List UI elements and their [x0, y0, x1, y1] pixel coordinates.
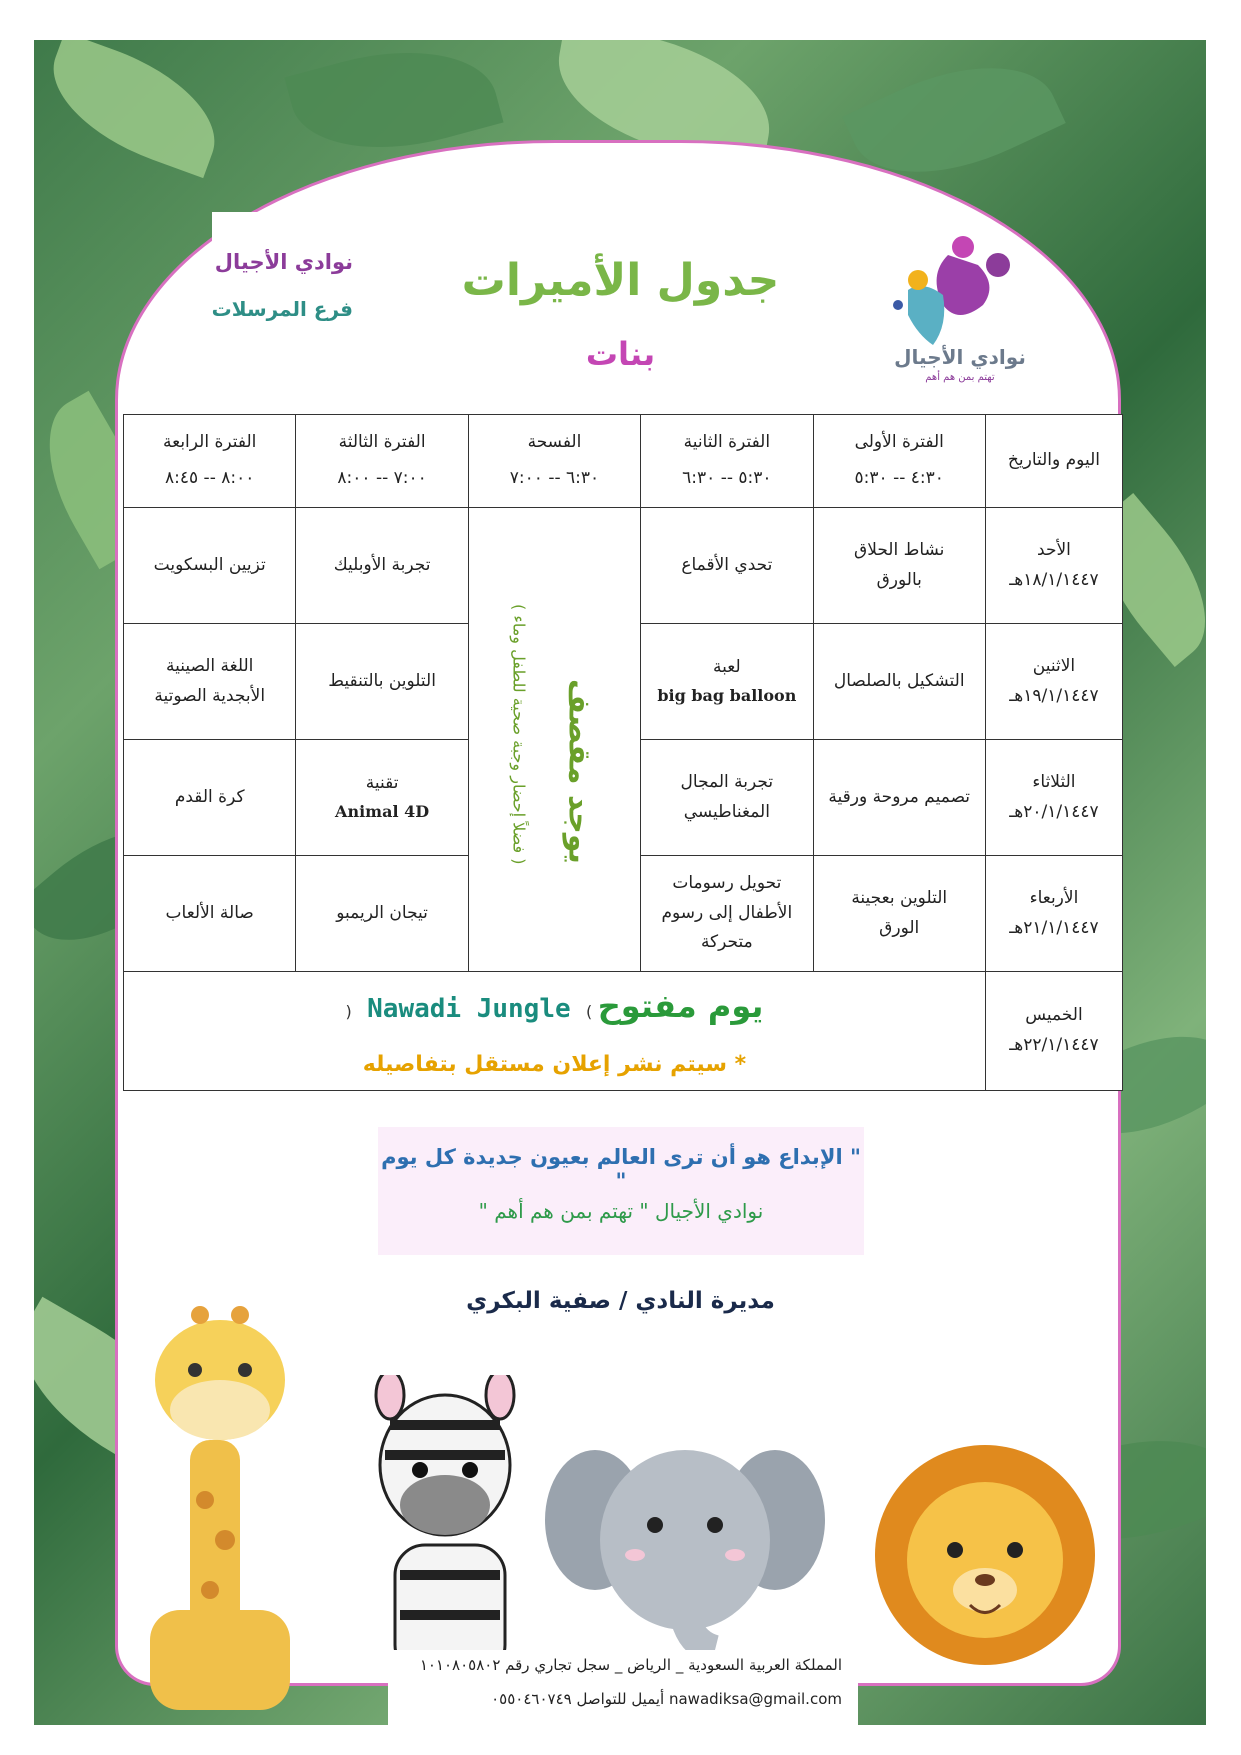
open-day-theme: Nawadi Jungle	[367, 993, 571, 1024]
activity-cell: تحدي الأقماع	[641, 508, 813, 624]
club-branch: فرع المرسلات	[211, 297, 353, 321]
giraffe-illustration	[130, 1290, 310, 1710]
footer-box	[388, 1650, 858, 1728]
club-name: نوادي الأجيال	[214, 250, 353, 274]
activity-cell: تجربة المجال المغناطيسي	[641, 740, 813, 856]
open-day-label: يوم مفتوح	[597, 986, 764, 1025]
page-subtitle: بنات	[585, 335, 656, 373]
activity-cell: تحويل رسومات الأطفال إلى رسوم متحركة	[641, 856, 813, 972]
open-day-note: * سيتم نشر إعلان مستقل بتفاصيله	[362, 1051, 747, 1077]
activity-cell: التشكيل بالصلصال	[813, 624, 985, 740]
activity-cell: التلوين بعجينة الورق	[813, 856, 985, 972]
open-day-line: يوم مفتوح ) Nawadi Jungle (	[345, 986, 764, 1025]
quote-box	[378, 1127, 864, 1255]
zebra-illustration	[350, 1375, 540, 1675]
open-day-cell	[124, 972, 986, 1091]
footer-address: المملكة العربية السعودية _ الرياض _ سجل تجاري رقم ١٠١٠٨٠٥٨٠٢	[419, 1656, 842, 1674]
header-cell-period-2: الفترة الثانية ٥:٣٠ -- ٦:٣٠	[641, 415, 813, 508]
elephant-illustration	[545, 1430, 825, 1680]
activity-cell: كرة القدم	[124, 740, 296, 856]
snack-cell	[468, 508, 640, 972]
activity-cell: تقنية Animal 4D	[296, 740, 468, 856]
activity-cell: تزيين البسكويت	[124, 508, 296, 624]
activity-cell: نشاط الحلاق بالورق	[813, 508, 985, 624]
lion-illustration	[870, 1440, 1100, 1710]
day-cell: الثلاثاء ٢٠/١/١٤٤٧هـ	[985, 740, 1122, 856]
page-title: جدول الأميرات	[461, 255, 780, 306]
schedule-table	[123, 414, 1123, 1091]
table-header-row	[124, 415, 1123, 508]
day-cell: الاثنين ١٩/١/١٤٤٧هـ	[985, 624, 1122, 740]
table-row-thursday	[124, 972, 1123, 1091]
table-row	[124, 508, 1123, 624]
snack-note: ( فضلاً إحضار وجبة صحية للطفل وماء )	[509, 603, 529, 865]
header-cell-period-1: الفترة الأولى ٤:٣٠ -- ٥:٣٠	[813, 415, 985, 508]
logo-tagline: تهتم بمن هم أهم	[925, 372, 995, 383]
activity-cell: التلوين بالتنقيط	[296, 624, 468, 740]
leaf-decoration	[34, 40, 234, 178]
quote-line-2: نوادي الأجيال " تهتم بمن هم أهم "	[478, 1199, 764, 1223]
manager-signature: مديرة النادي / صفية البكري	[466, 1288, 775, 1314]
header-cell-period-4: الفترة الرابعة ٨:٠٠ -- ٨:٤٥	[124, 415, 296, 508]
activity-cell: تجربة الأوبليك	[296, 508, 468, 624]
activity-cell: صالة الألعاب	[124, 856, 296, 972]
header-cell-day: اليوم والتاريخ	[985, 415, 1122, 508]
header-cell-break: الفسحة ٦:٣٠ -- ٧:٠٠	[468, 415, 640, 508]
day-cell: الأربعاء ٢١/١/١٤٤٧هـ	[985, 856, 1122, 972]
activity-cell: تصميم مروحة ورقية	[813, 740, 985, 856]
activity-cell: تيجان الريمبو	[296, 856, 468, 972]
day-cell: الخميس ٢٢/١/١٤٤٧هـ	[985, 972, 1122, 1091]
snack-label: يوجد مقصف	[561, 679, 597, 865]
header-cell-period-3: الفترة الثالثة ٧:٠٠ -- ٨:٠٠	[296, 415, 468, 508]
footer-contact: nawadiksa@gmail.com أيميل للتواصل ٠٥٥٠٤٦٠٧٤٩	[491, 1690, 842, 1708]
logo-text: نوادي الأجيال	[894, 345, 1026, 369]
activity-cell: اللغة الصينية الأبجدية الصوتية	[124, 624, 296, 740]
day-cell: الأحد ١٨/١/١٤٤٧هـ	[985, 508, 1122, 624]
activity-cell: لعبة big bag balloon	[641, 624, 813, 740]
quote-line-1: " الإبداع هو أن ترى العالم بعيون جديدة كل يوم "	[381, 1145, 861, 1193]
